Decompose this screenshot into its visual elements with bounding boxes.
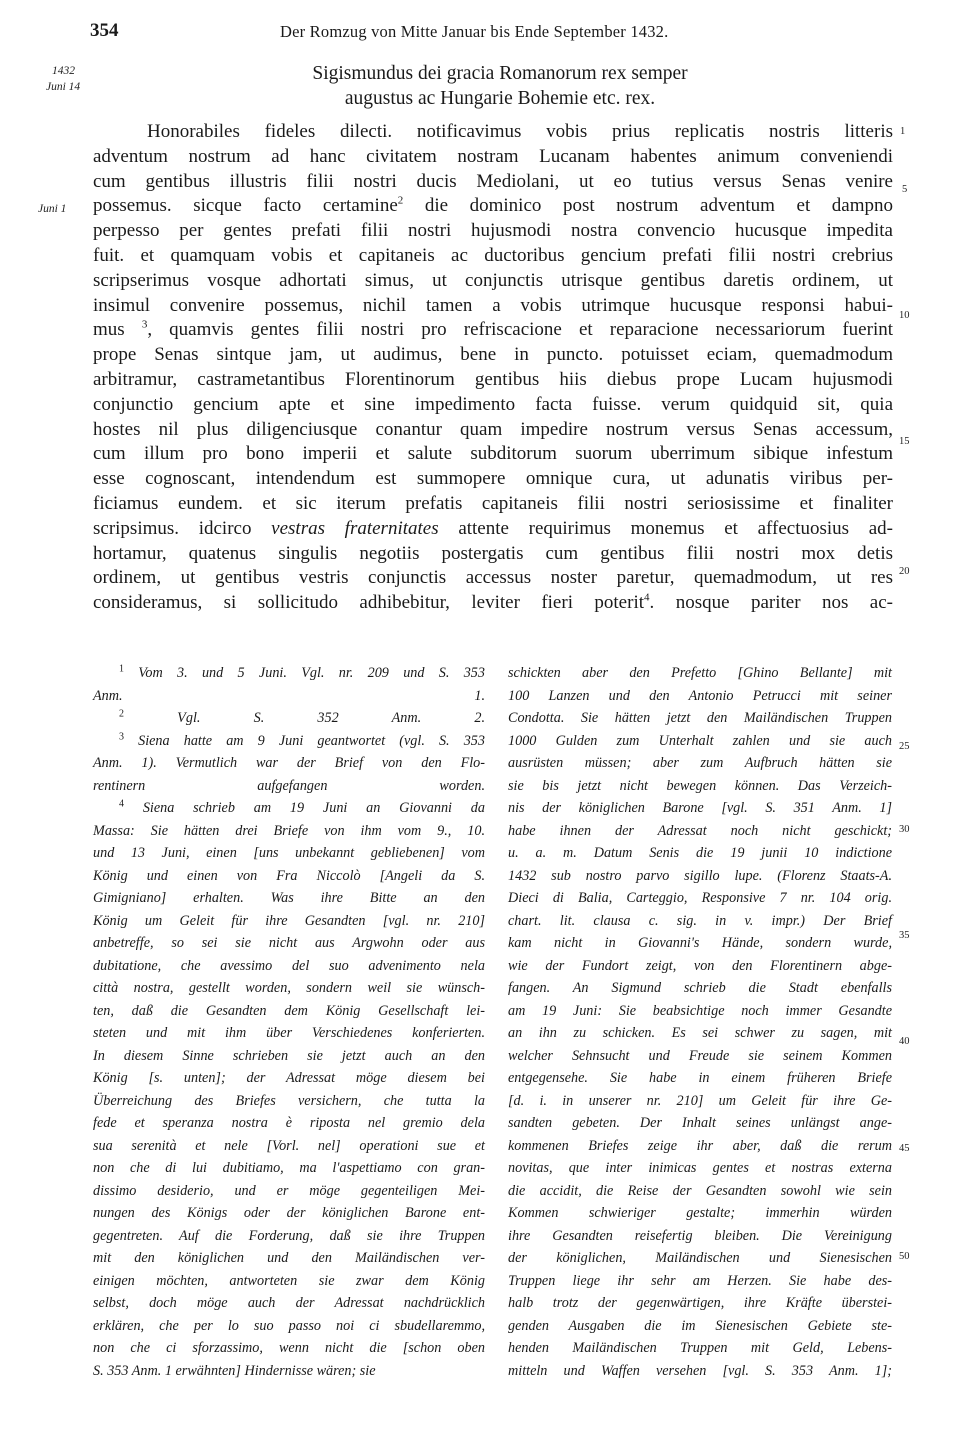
footnote-line: mitteln und Waffen versehen [vgl. S. 353 Anm. 1]; bbox=[508, 1362, 892, 1379]
footnote-line bbox=[93, 707, 485, 730]
footnote-line bbox=[93, 775, 485, 798]
body-text: possemus. sicque facto certamine bbox=[93, 195, 398, 217]
footnote-text: nungen des Königs oder der königlichen Barone ent- bbox=[93, 1205, 485, 1221]
footnote-text: gegentreten. Auf die Forderung, daß sie ihre Truppen bbox=[93, 1227, 485, 1244]
footnote-text: und 13 Juni, einen [uns unbekannt gebliebenen] vom bbox=[93, 845, 485, 861]
footnote-line bbox=[93, 865, 485, 888]
footnote-number: 4 bbox=[119, 798, 124, 810]
footnote-line bbox=[93, 955, 485, 978]
footnote-line bbox=[93, 1090, 485, 1113]
line-number: 25 bbox=[899, 741, 910, 752]
footnote-text: Gimigniano] erhalten. Was ihre Bitte an den bbox=[93, 890, 485, 906]
footnote-line bbox=[93, 662, 485, 685]
body-line bbox=[93, 517, 893, 542]
footnote-line: fangen. An Sigmund schrieb die Stadt ebenfalls bbox=[508, 980, 892, 996]
footnote-text: Siena hatte am 9 Juni geantwortet (vgl. S. 353 bbox=[124, 732, 485, 749]
footnote-line: [d. i. in unserer nr. 210] um Geleit für ihre Ge- bbox=[508, 1092, 892, 1109]
line-number: 20 bbox=[899, 566, 910, 577]
footnote-text: Anm. 1). Vermutlich war der Brief von den Flo- bbox=[93, 755, 485, 771]
footnote-line bbox=[93, 977, 485, 1000]
footnote-number: 3 bbox=[119, 730, 124, 742]
footnote-text: non che di lui dubitiamo, ma l'aspettiamo con gran- bbox=[93, 1160, 485, 1176]
body-line: scripserimus vosque adhortati simus, ut conjunctis utrisque gentibus daretis ordinem, ut bbox=[93, 269, 893, 291]
footnote-line bbox=[93, 1270, 485, 1293]
body-text: , quamvis gentes filii nostri pro refriscacione et reparacione necessariorum fuerint bbox=[147, 319, 894, 341]
body-line bbox=[93, 194, 893, 219]
footnote-line bbox=[93, 820, 485, 843]
footnote-line bbox=[93, 887, 485, 910]
footnote-line: an ihn zu schicken. Es sei schwer zu sagen, mit bbox=[508, 1025, 892, 1041]
body-line: cum gentibus illustris filii nostri ducis Mediolani, ut eo tutius versus Senas venire bbox=[93, 170, 893, 192]
body-line: insimul convenire possemus, nichil tamen a vobis utrimque hucusque responsi habui- bbox=[93, 294, 893, 316]
body-text: consideramus, si sollicitudo adhibebitur, leviter fieri poterit bbox=[93, 592, 645, 614]
footnote-line: habe ihnen der Adressat noch nicht geschickt; bbox=[508, 822, 892, 839]
footnote-line bbox=[93, 1000, 485, 1023]
footnote-text: selbst, doch möge auch der Adressat nachdrücklich bbox=[93, 1295, 485, 1311]
footnote-line bbox=[93, 1045, 485, 1068]
body-line: prope Senas sintque jam, ut audimus, bene in puncto. potuisset eciam, quemadmodum bbox=[93, 344, 893, 366]
salutation-line: Sigismundus dei gracia Romanorum rex semper bbox=[312, 63, 688, 84]
body-text-italic: vestras fraternitates bbox=[271, 517, 439, 539]
footnote-line bbox=[93, 1112, 485, 1135]
footnote-text: sua serenità et nele [Vorl. nel] operationi sue et bbox=[93, 1137, 485, 1154]
footnote-text: König um Geleit für ihre Gesandten [vgl. nr. 210] bbox=[93, 912, 485, 929]
body-text: attente requirimus monemus et affectuosius ad- bbox=[458, 517, 893, 539]
line-number: 40 bbox=[899, 1036, 910, 1047]
body-text: die dominico post nostrum adventum et dampno bbox=[424, 195, 894, 217]
footnote-text: steten und mit ihm über Verschiedenes konferierten. bbox=[93, 1025, 485, 1041]
footnote-text: König [s. unten]; der Adressat möge diesem bei bbox=[93, 1070, 485, 1086]
footnote-line: sie bis jetzt nicht bewegen können. Das Verzeich- bbox=[508, 777, 892, 794]
footnote-text: mit den königlichen und den Mailändischen ver- bbox=[93, 1250, 485, 1266]
footnote-number: 2 bbox=[119, 708, 124, 720]
footnote-line bbox=[93, 1067, 485, 1090]
footnote-line: Condotta. Sie hätten jetzt den Mailändischen Truppen bbox=[508, 710, 892, 726]
footnote-line bbox=[93, 1022, 485, 1045]
footnote-text: Massa: Sie hätten drei Briefe von ihm vom 9., 10. bbox=[93, 822, 485, 839]
body-line: conjunctio gencium apte et sine impedimento facta fuisse. verum quidquid sit, quia bbox=[93, 393, 893, 415]
footnote-text: anbetreffe, so sei sie nicht aus Argwohn oder aus bbox=[93, 935, 485, 951]
footnote-marker[interactable]: 3 bbox=[141, 319, 148, 332]
footnote-line bbox=[93, 730, 485, 753]
footnote-text: König und einen von Fra Niccolò [Angeli da S. bbox=[93, 867, 485, 884]
footnote-line bbox=[93, 685, 485, 708]
footnote-line bbox=[93, 842, 485, 865]
footnote-line: henden Mailändischen Truppen mit Geld, Lebens- bbox=[508, 1340, 892, 1356]
footnote-line: ihre Gesandten reisefertig bleiben. Die Vereinigung bbox=[508, 1227, 892, 1244]
footnote-line: nis der königlichen Barone [vgl. S. 351 Anm. 1] bbox=[508, 800, 892, 816]
footnote-line: 100 Lanzen und den Antonio Petrucci mit seiner bbox=[508, 687, 892, 704]
body-line: esse cognoscant, intendendum est summopere omnique cura, ut adunatis viribus per- bbox=[93, 468, 893, 490]
body-line: adventum nostrum ad hanc civitatem nostram Lucanam habentes animum conveniendi bbox=[93, 145, 893, 167]
footnote-line: die accidit, die Reise der Gesandten sowohl wie sein bbox=[508, 1182, 892, 1199]
footnote-line: 1000 Gulden zum Unterhalt zahlen und sie auch bbox=[508, 732, 892, 749]
line-number: 10 bbox=[899, 310, 910, 321]
page-header bbox=[90, 14, 890, 48]
body-line: cum illum pro bono imperii et salute subditorum suorum uberrimum sibique infestum bbox=[93, 443, 893, 465]
body-line: fuit. et quamquam vobis et capitaneis ac ductoribus gencium prefati filii nostri crebrius bbox=[93, 244, 893, 266]
body-text: mus bbox=[93, 319, 125, 341]
footnote-line: welcher Sehnsucht und Freude sie seinem Kommen bbox=[508, 1047, 892, 1064]
body-line: hortamur, quatenus singulis negotiis postergatis cum gentibus filii nostri mox detis bbox=[93, 542, 893, 564]
footnote-line: entgegensehe. Sie habe in einem früheren Briefe bbox=[508, 1070, 892, 1086]
line-number: 15 bbox=[899, 436, 910, 447]
footnote-text: fede et speranza nostra è riposta nel gremio dela bbox=[93, 1115, 485, 1131]
footnote-line bbox=[93, 1360, 485, 1383]
footnote-text: erklären, che per lo suo passo noi ci sbudellaremmo, bbox=[93, 1317, 485, 1334]
footnotes-left-column bbox=[93, 662, 485, 1382]
footnote-line: Dieci di Balia, Carteggio, Responsive 7 nr. 104 orig. bbox=[508, 890, 892, 906]
body-text: . nosque pariter nos ac- bbox=[649, 592, 893, 614]
footnote-line: kam nicht in Giovanni's Hände, sondern wurde, bbox=[508, 935, 892, 951]
footnote-marker[interactable]: 2 bbox=[397, 195, 404, 208]
footnote-text: ten, daß die Gesandten dem König Gesellschaft lei- bbox=[93, 1002, 485, 1019]
body-line: ficiamus eundem. et sic iterum prefatis capitaneis filii nostri seriosissime et finaliter bbox=[93, 492, 893, 514]
footnote-line bbox=[93, 1315, 485, 1338]
footnote-line: der königlichen, Mailändischen und Sienesischen bbox=[508, 1250, 892, 1266]
footnote-line: kommenen Briefes zeige ihr aber, daß die rerum bbox=[508, 1137, 892, 1154]
body-line: arbitramur, castrametantibus Florentinorum gentibus hiis diebus prope Lucam hujusmodi bbox=[93, 368, 893, 390]
margin-date-day: Juni 14 bbox=[46, 81, 81, 93]
body-line: perpesso per gentes prefati filii nostri hujusmodi nostra convencio hucusque impedita bbox=[93, 220, 893, 242]
margin-date-year: 1432 bbox=[52, 65, 75, 77]
footnote-line bbox=[93, 1180, 485, 1203]
footnote-text: non che ci sforzassimo, wenn nicht die [schon oben bbox=[93, 1340, 485, 1356]
footnote-line bbox=[93, 1337, 485, 1360]
body-line: ordinem, ut gentibus vestris conjunctis accessus noster paretur, quemadmodum, ut res bbox=[93, 567, 893, 589]
footnote-line bbox=[93, 1292, 485, 1315]
footnote-text: In diesem Sinne schrieben sie jetzt auch an den bbox=[93, 1047, 485, 1064]
footnote-text: einigen möchten, antworteten sie zwar dem König bbox=[93, 1272, 485, 1289]
line-number: 45 bbox=[899, 1143, 910, 1154]
line-number: 30 bbox=[899, 824, 910, 835]
body-line: hostes nil plus diligenciusque conantur quam impedire nostrum versus Senas accessum, bbox=[93, 418, 893, 440]
page-number: 354 bbox=[90, 20, 119, 41]
footnote-line: schickten aber den Prefetto [Ghino Bellante] mit bbox=[508, 665, 892, 681]
footnote-line: u. a. m. Datum Senis die 19 junii 10 indictione bbox=[508, 845, 892, 861]
margin-date-juni1: Juni 1 bbox=[38, 203, 67, 215]
line-number: 50 bbox=[899, 1251, 910, 1262]
footnote-marker[interactable]: 4 bbox=[644, 591, 650, 604]
footnotes-right-column bbox=[508, 662, 892, 1382]
body-line: Honorabiles fideles dilecti. notificavimus vobis prius replicatis nostris litteris bbox=[147, 121, 893, 142]
body-line bbox=[93, 591, 893, 616]
line-number: 35 bbox=[899, 930, 910, 941]
body-line bbox=[93, 318, 893, 343]
footnote-text: dissimo desiderio, und er möge gegenteiligen Mei- bbox=[93, 1182, 485, 1199]
footnote-line: novitas, que inter inimicas gentes et nostras externa bbox=[508, 1160, 892, 1176]
footnote-line: Truppen liege ihr sehr am Herzen. Sie habe des- bbox=[508, 1272, 892, 1289]
footnote-line bbox=[93, 1135, 485, 1158]
footnote-line: 1432 sub nostro parvo sigillo lupe. (Florenz Staats-A. bbox=[508, 867, 892, 884]
body-text: scripsimus. idcirco bbox=[93, 517, 252, 539]
footnote-text: dubitatione, che avessimo del suo advenimento nela bbox=[93, 957, 485, 974]
footnote-text: Überreichung des Briefes versichern, che tutta la bbox=[93, 1092, 485, 1109]
salutation-line: augustus ac Hungarie Bohemie etc. rex. bbox=[344, 88, 656, 109]
footnote-line: am 19 Juni: Sie beabsichtige noch immer Gesandte bbox=[508, 1002, 892, 1019]
footnote-text: Anm. 1. bbox=[93, 687, 485, 704]
footnote-line bbox=[93, 1247, 485, 1270]
footnote-text: Siena schrieb am 19 Juni an Giovanni da bbox=[124, 800, 485, 816]
running-title: Der Romzug von Mitte Januar bis Ende September 1432. bbox=[280, 22, 669, 41]
footnote-text: Vgl. S. 352 Anm. 2. bbox=[124, 710, 485, 726]
footnote-text: città nostra, gestellt worden, sondern weil sie wünsch- bbox=[93, 980, 485, 996]
footnote-line: Kommen schwieriger gestalte; immerhin würden bbox=[508, 1205, 892, 1221]
footnote-line bbox=[93, 752, 485, 775]
footnote-line: sandten gebeten. Der Inhalt seines unlängst ange- bbox=[508, 1115, 892, 1131]
footnote-line: wie der Fundort zeigt, von den Florentinern abge- bbox=[508, 957, 892, 974]
footnote-line bbox=[93, 1225, 485, 1248]
footnote-line: genden Ausgaben die im Sienesischen Gebiete ste- bbox=[508, 1317, 892, 1334]
line-number: 5 bbox=[902, 184, 908, 195]
footnote-line bbox=[93, 1157, 485, 1180]
footnote-text: Vom 3. und 5 Juni. Vgl. nr. 209 und S. 353 bbox=[124, 665, 485, 681]
footnote-text: rentinern aufgefangen worden. bbox=[93, 777, 485, 794]
footnote-line bbox=[93, 932, 485, 955]
line-number: 1 bbox=[900, 126, 906, 137]
footnote-line: ausrüsten müssen; aber zum Aufbruch hätten sie bbox=[508, 755, 892, 771]
footnote-line bbox=[93, 1202, 485, 1225]
letter-body bbox=[93, 120, 893, 616]
footnote-text: S. 353 Anm. 1 erwähnten] Hindernisse wären; sie bbox=[93, 1362, 376, 1379]
footnote-line bbox=[93, 797, 485, 820]
footnote-number: 1 bbox=[119, 663, 124, 675]
footnote-line: halb trotz der gegenwärtigen, ihre Kräfte überstei- bbox=[508, 1295, 892, 1311]
footnote-line: chart. lit. clausa c. sig. in v. impr.) Der Brief bbox=[508, 912, 892, 929]
footnote-line bbox=[93, 910, 485, 933]
